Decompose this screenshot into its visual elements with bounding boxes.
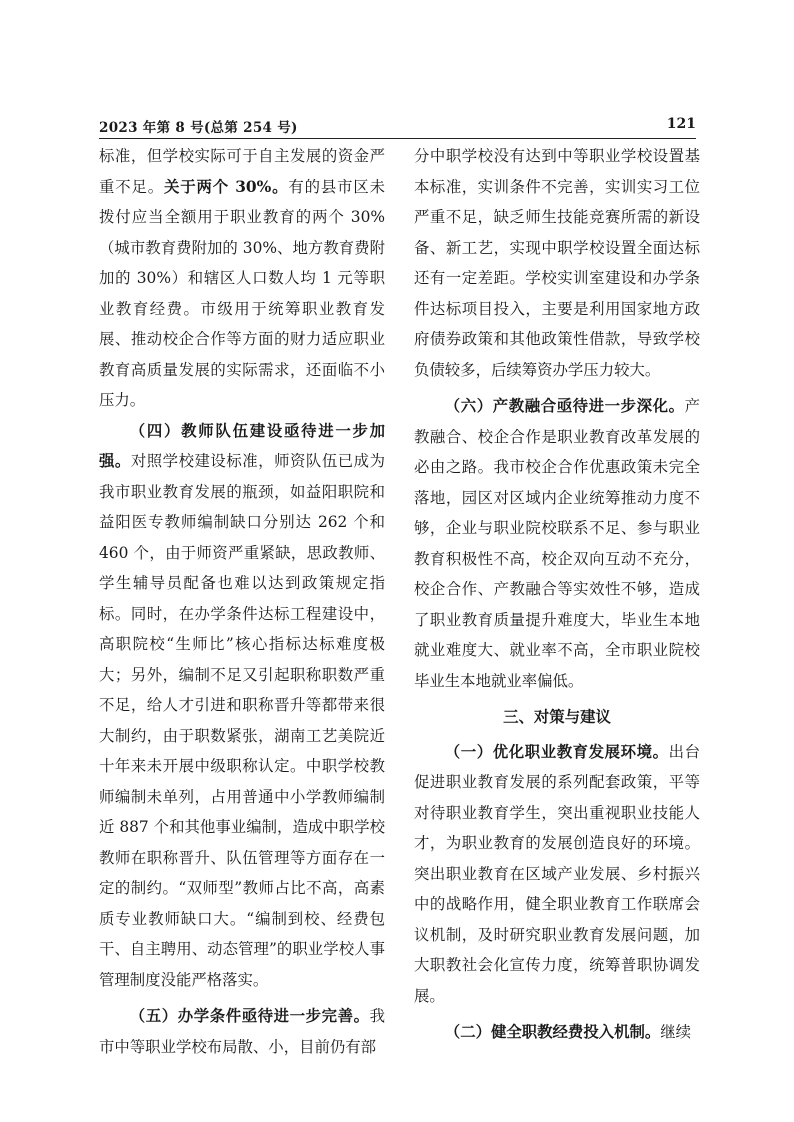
subsection-heading: （五）办学条件亟待进一步完善。	[129, 1007, 370, 1025]
subsection-heading: （四）教师队伍建设亟待进一步加强。	[99, 421, 385, 470]
paragraph-integration	[414, 391, 700, 696]
subsection-heading: （一）优化职业教育发展环境。	[444, 742, 669, 761]
section-title: 三、对策与建议	[503, 708, 611, 726]
paragraph-text: 出台促进职业教育发展的系列配套政策，平等对待职业教育学生，突出重视职业技能人才，为职业教育的发展创造良好的环境。突出职业教育在区域产业发展、乡村振兴中的战略作用，健全职业教育工作联席会议机制，及时研究职业教育发展问题，加大职教社会化宣传力度，统筹普职协调发展。	[414, 742, 700, 1005]
paragraph-teachers	[99, 416, 385, 996]
bold-lead: 关于两个 30%。	[164, 177, 289, 196]
paragraph-funding	[99, 141, 385, 416]
page-number: 121	[666, 116, 696, 132]
paragraph-text: 继续	[660, 1023, 692, 1041]
subsection-heading: （六）产教融合亟待进一步深化。	[444, 397, 685, 415]
paragraph-funding-mechanism	[414, 1017, 700, 1048]
right-column	[414, 141, 700, 1048]
subsection-heading: （二）健全职教经费投入机制。	[444, 1023, 661, 1041]
left-column	[99, 141, 385, 1062]
paragraph-text: 对照学校建设标准，师资队伍已成为我市职业教育发展的瓶颈，如益阳职院和益阳医专教师编制缺口分别达 262 个和 460 个，由于师资严重紧缺，思政教师、学生辅导员配备也难以达到政策规定指标。同时，在办学条件达标工程建设中，高职院校“生师比”核心指标达标难度极大；另外，编制不足又引起职称职数严重不足，给人才引进和职称晋升等都带来很大制约，由于职数紧张，湖南工艺美院近十年来未开展中级职称认定。中职学校教师编制未单列，占用普通中小学教师编制近 887 个和其他事业编制，造成中职学校教师在职称晋升、队伍管理等方面存在一定的制约。“双师型”教师占比不高，高素质专业教师缺口大。“编制到校、经费包干、自主聘用、动态管理”的职业学校人事管理制度没能严格落实。	[99, 452, 385, 989]
paragraph-text: 标准，但学校实际可于自主发展的资金严重不足。	[99, 147, 385, 196]
journal-issue: 2023 年第 8 号(总第 254 号)	[99, 120, 298, 136]
paragraph-environment	[414, 737, 700, 1012]
paragraph-text: 我市中等职业学校布局散、小，目前仍有部	[99, 1007, 385, 1056]
paragraph-conditions-cont: 分中职学校没有达到中等职业学校设置基本标准，实训条件不完善，实训实习工位严重不足，缺乏师生技能竞赛所需的新设备、新工艺，实现中职学校设置全面达标还有一定差距。学校实训室建设和办学条件达标项目投入，主要是利用国家地方政府债券政策和其他政策性借款，导致学校负债较多，后续筹资办学压力较大。	[414, 147, 700, 379]
page-header	[99, 116, 696, 139]
paragraph-text: 有的县市区未拨付应当全额用于职业教育的两个 30%（城市教育费附加的 30%、地方教育费附加的 30%）和辖区人口数人均 1 元等职业教育经费。市级用于统筹职业教育发展、推动校企合作等方面的财力适应职业教育高质量发展的实际需求，还面临不小压力。	[99, 177, 385, 409]
paragraph-text: 产教融合、校企合作是职业教育改革发展的必由之路。我市校企合作优惠政策未完全落地，园区对区域内企业统筹推动力度不够，企业与职业院校联系不足、参与职业教育积极性不高，校企双向互动不充分，校企合作、产教融合等实效性不够，造成了职业教育质量提升难度大，毕业生本地就业难度大、就业率不高，全市职业院校毕业生本地就业率偏低。	[414, 397, 700, 690]
paragraph-conditions	[99, 1001, 385, 1062]
